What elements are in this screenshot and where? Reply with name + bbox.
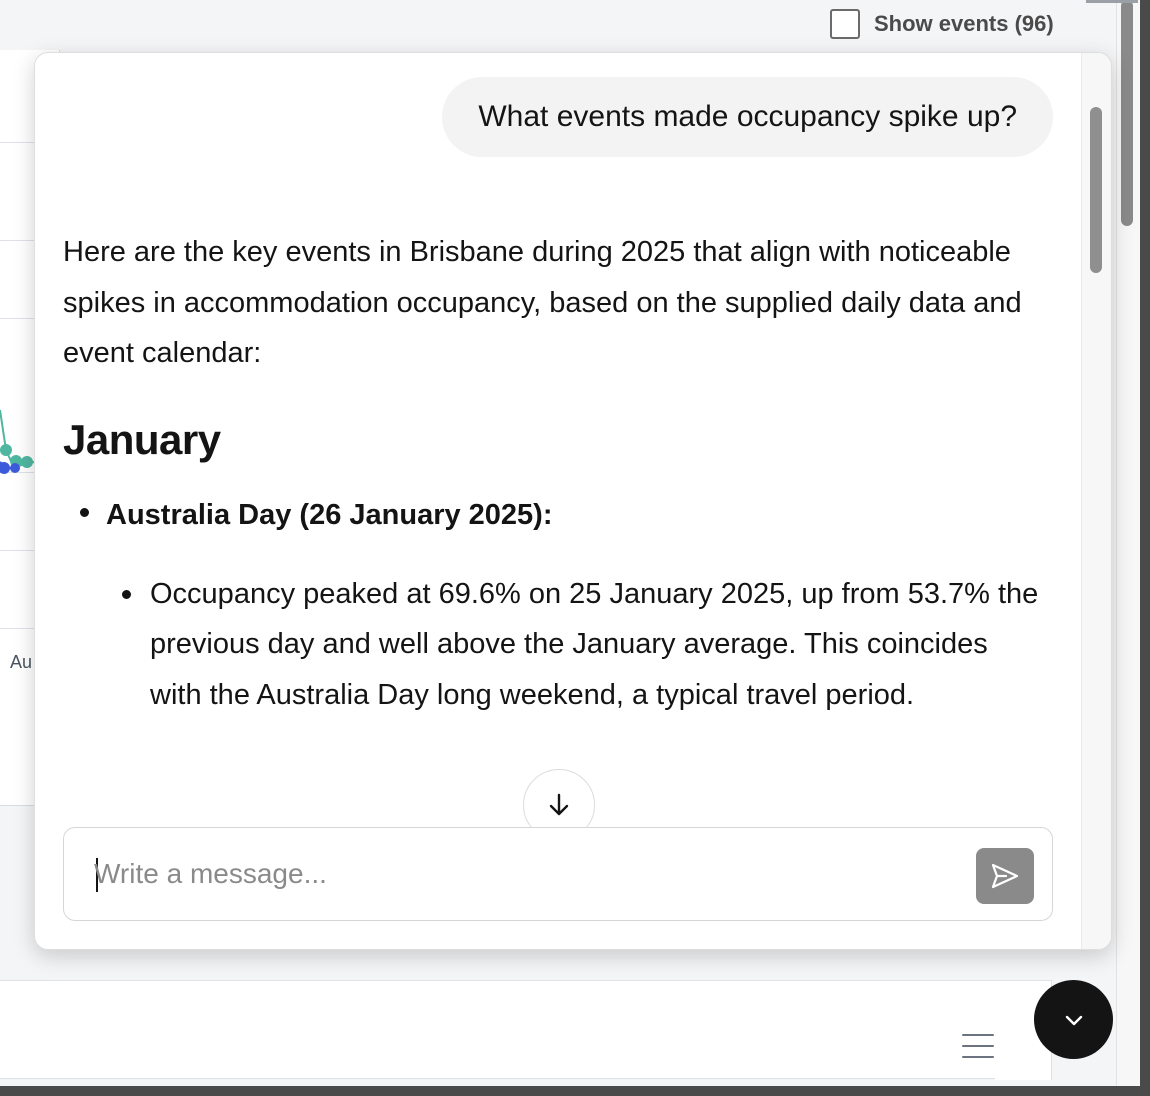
page-scrollbar-thumb[interactable] (1121, 0, 1133, 226)
chat-panel (34, 52, 1112, 950)
message-input[interactable] (94, 850, 954, 898)
chevron-down-icon (1062, 1008, 1086, 1032)
x-axis-tick-label: Au (10, 652, 33, 672)
show-events-checkbox[interactable] (830, 9, 860, 39)
chat-scrollbar-thumb[interactable] (1090, 107, 1102, 273)
show-events-label[interactable]: Show events (96) (874, 11, 1054, 36)
event-list-item (63, 485, 1043, 721)
show-events-toggle[interactable] (830, 9, 1054, 39)
event-title: Australia Day (26 January 2025): (106, 498, 553, 531)
hamburger-menu-icon[interactable] (962, 1034, 994, 1058)
message-composer[interactable] (63, 827, 1053, 921)
window-frame-bottom (0, 1086, 1150, 1096)
send-button[interactable] (976, 848, 1034, 904)
collapse-chat-button[interactable] (1034, 980, 1113, 1059)
assistant-message (63, 227, 1043, 720)
page-scroll-edge (1086, 0, 1138, 3)
event-detail-item: Occupancy peaked at 69.6% on 25 January 2025, up from 53.7% the previous day and well above the January average. This coincides with the Australia Day long weekend, a typical travel period. (106, 569, 1043, 721)
chat-scrollbar[interactable] (1081, 53, 1111, 949)
user-message-bubble (442, 77, 1053, 157)
send-icon (990, 861, 1020, 891)
assistant-intro: Here are the key events in Brisbane during 2025 that align with noticeable spikes in accommodation occupancy, based on the supplied daily data and event calendar: (63, 236, 1022, 369)
bottom-card (0, 980, 1052, 1080)
section-heading: January (63, 415, 221, 463)
arrow-down-icon (546, 792, 572, 818)
event-detail-list (106, 569, 1043, 721)
event-list (63, 485, 1043, 721)
window-frame-right (1140, 0, 1150, 1096)
user-message-text: What events made occupancy spike up? (478, 100, 1017, 133)
